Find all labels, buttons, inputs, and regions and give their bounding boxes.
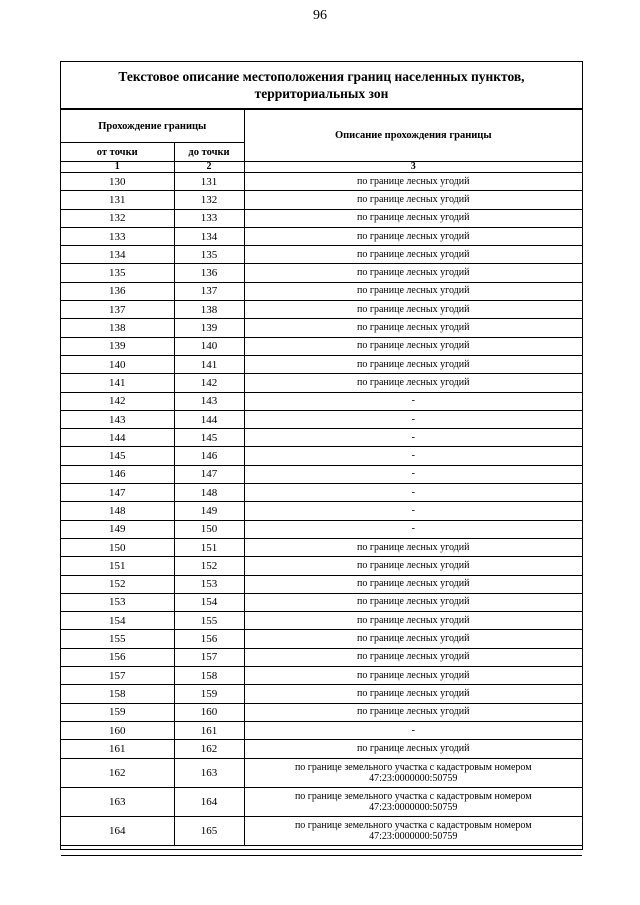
header-from-point: от точки <box>61 143 174 162</box>
document-title: Текстовое описание местоположения границ населенных пунктов, территориальных зон <box>61 62 582 109</box>
description-cell: - <box>244 721 582 739</box>
from-point-cell: 156 <box>61 648 174 666</box>
to-point-cell: 131 <box>174 173 244 191</box>
table-row <box>61 816 582 845</box>
to-point-cell: 153 <box>174 575 244 593</box>
to-point-cell: 139 <box>174 319 244 337</box>
description-cell: по границе лесных угодий <box>244 337 582 355</box>
to-point-cell: 152 <box>174 557 244 575</box>
to-point-cell: 160 <box>174 703 244 721</box>
from-point-cell: 149 <box>61 520 174 538</box>
table-row <box>61 612 582 630</box>
cadastral-number: 47:23:0000000:50759 <box>369 801 458 813</box>
description-cell: по границе лесных угодий <box>244 538 582 556</box>
to-point-cell: 133 <box>174 209 244 227</box>
to-point-cell: 143 <box>174 392 244 410</box>
cadastral-number: 47:23:0000000:50759 <box>369 830 458 842</box>
to-point-cell: 164 <box>174 787 244 816</box>
boundary-table <box>61 109 582 856</box>
to-point-cell: 146 <box>174 447 244 465</box>
to-point-cell: 158 <box>174 667 244 685</box>
table-row <box>61 355 582 373</box>
description-cell: по границе лесных угодий <box>244 264 582 282</box>
table-row <box>61 787 582 816</box>
table-row <box>61 758 582 787</box>
table-row <box>61 575 582 593</box>
from-point-cell: 131 <box>61 191 174 209</box>
empty-row <box>61 845 582 855</box>
to-point-cell: 140 <box>174 337 244 355</box>
table-row <box>61 301 582 319</box>
description-cell <box>244 787 582 816</box>
table-row <box>61 282 582 300</box>
table-row <box>61 209 582 227</box>
header-description: Описание прохождения границы <box>244 110 582 162</box>
description-cell: по границе лесных угодий <box>244 282 582 300</box>
description-cell: - <box>244 447 582 465</box>
description-cell: - <box>244 502 582 520</box>
table-row <box>61 538 582 556</box>
table-row <box>61 246 582 264</box>
from-point-cell: 134 <box>61 246 174 264</box>
to-point-cell: 148 <box>174 484 244 502</box>
description-cell: - <box>244 392 582 410</box>
from-point-cell: 154 <box>61 612 174 630</box>
description-line: по границе земельного участка с кадастровым номером <box>294 819 532 831</box>
from-point-cell: 164 <box>61 816 174 845</box>
table-row <box>61 264 582 282</box>
description-cell: по границе лесных угодий <box>244 173 582 191</box>
description-cell: по границе лесных угодий <box>244 209 582 227</box>
to-point-cell: 154 <box>174 593 244 611</box>
description-cell: по границе лесных угодий <box>244 703 582 721</box>
table-row <box>61 593 582 611</box>
to-point-cell: 150 <box>174 520 244 538</box>
to-point-cell: 165 <box>174 816 244 845</box>
from-point-cell: 133 <box>61 227 174 245</box>
to-point-cell: 138 <box>174 301 244 319</box>
to-point-cell: 134 <box>174 227 244 245</box>
to-point-cell: 155 <box>174 612 244 630</box>
from-point-cell: 138 <box>61 319 174 337</box>
to-point-cell: 162 <box>174 740 244 758</box>
to-point-cell: 142 <box>174 374 244 392</box>
description-cell: по границе лесных угодий <box>244 630 582 648</box>
from-point-cell: 157 <box>61 667 174 685</box>
table-row <box>61 191 582 209</box>
description-cell: по границе лесных угодий <box>244 246 582 264</box>
from-point-cell: 141 <box>61 374 174 392</box>
to-point-cell: 136 <box>174 264 244 282</box>
description-cell: по границе лесных угодий <box>244 557 582 575</box>
description-cell: - <box>244 520 582 538</box>
description-cell: по границе лесных угодий <box>244 301 582 319</box>
to-point-cell: 147 <box>174 465 244 483</box>
empty-cell <box>174 845 244 855</box>
from-point-cell: 145 <box>61 447 174 465</box>
description-cell: - <box>244 465 582 483</box>
to-point-cell: 144 <box>174 410 244 428</box>
to-point-cell: 163 <box>174 758 244 787</box>
empty-cell <box>244 845 582 855</box>
to-point-cell: 159 <box>174 685 244 703</box>
table-row <box>61 410 582 428</box>
to-point-cell: 161 <box>174 721 244 739</box>
description-cell: по границе лесных угодий <box>244 191 582 209</box>
header-boundary-passage: Прохождение границы <box>61 110 244 143</box>
from-point-cell: 132 <box>61 209 174 227</box>
table-row <box>61 392 582 410</box>
description-cell: по границе лесных угодий <box>244 355 582 373</box>
from-point-cell: 155 <box>61 630 174 648</box>
to-point-cell: 137 <box>174 282 244 300</box>
from-point-cell: 160 <box>61 721 174 739</box>
table-row <box>61 630 582 648</box>
table-row <box>61 173 582 191</box>
from-point-cell: 140 <box>61 355 174 373</box>
from-point-cell: 137 <box>61 301 174 319</box>
description-cell: по границе лесных угодий <box>244 575 582 593</box>
description-cell: по границе лесных угодий <box>244 319 582 337</box>
table-row <box>61 337 582 355</box>
table-row <box>61 429 582 447</box>
from-point-cell: 142 <box>61 392 174 410</box>
description-cell <box>244 758 582 787</box>
to-point-cell: 149 <box>174 502 244 520</box>
description-cell: по границе лесных угодий <box>244 648 582 666</box>
from-point-cell: 136 <box>61 282 174 300</box>
table-row <box>61 319 582 337</box>
table-row <box>61 667 582 685</box>
table-row <box>61 465 582 483</box>
description-cell: - <box>244 429 582 447</box>
description-line: по границе земельного участка с кадастровым номером <box>294 761 532 773</box>
to-point-cell: 141 <box>174 355 244 373</box>
document-frame <box>60 61 583 850</box>
description-cell: по границе лесных угодий <box>244 740 582 758</box>
to-point-cell: 151 <box>174 538 244 556</box>
to-point-cell: 157 <box>174 648 244 666</box>
description-cell: по границе лесных угодий <box>244 374 582 392</box>
from-point-cell: 162 <box>61 758 174 787</box>
from-point-cell: 163 <box>61 787 174 816</box>
from-point-cell: 151 <box>61 557 174 575</box>
table-row <box>61 227 582 245</box>
description-cell: по границе лесных угодий <box>244 667 582 685</box>
table-row <box>61 447 582 465</box>
table-row <box>61 721 582 739</box>
description-cell: по границе лесных угодий <box>244 227 582 245</box>
from-point-cell: 159 <box>61 703 174 721</box>
page-number: 96 <box>313 8 327 23</box>
description-cell: - <box>244 484 582 502</box>
from-point-cell: 148 <box>61 502 174 520</box>
to-point-cell: 135 <box>174 246 244 264</box>
table-row <box>61 502 582 520</box>
description-cell <box>244 816 582 845</box>
from-point-cell: 147 <box>61 484 174 502</box>
table-row <box>61 557 582 575</box>
cadastral-number: 47:23:0000000:50759 <box>369 772 458 784</box>
table-row <box>61 703 582 721</box>
description-line: по границе земельного участка с кадастровым номером <box>294 790 532 802</box>
table-row <box>61 374 582 392</box>
description-cell: по границе лесных угодий <box>244 612 582 630</box>
from-point-cell: 144 <box>61 429 174 447</box>
from-point-cell: 139 <box>61 337 174 355</box>
table-row <box>61 520 582 538</box>
to-point-cell: 145 <box>174 429 244 447</box>
description-cell: по границе лесных угодий <box>244 685 582 703</box>
description-cell: - <box>244 410 582 428</box>
table-row <box>61 484 582 502</box>
header-col-number-1: 1 <box>61 162 174 173</box>
to-point-cell: 156 <box>174 630 244 648</box>
from-point-cell: 152 <box>61 575 174 593</box>
header-col-number-3: 3 <box>244 162 582 173</box>
header-col-number-2: 2 <box>174 162 244 173</box>
from-point-cell: 135 <box>61 264 174 282</box>
header-to-point: до точки <box>174 143 244 162</box>
from-point-cell: 130 <box>61 173 174 191</box>
table-row <box>61 685 582 703</box>
from-point-cell: 150 <box>61 538 174 556</box>
description-cell: по границе лесных угодий <box>244 593 582 611</box>
from-point-cell: 161 <box>61 740 174 758</box>
empty-cell <box>61 845 174 855</box>
to-point-cell: 132 <box>174 191 244 209</box>
from-point-cell: 143 <box>61 410 174 428</box>
from-point-cell: 146 <box>61 465 174 483</box>
table-row <box>61 648 582 666</box>
table-row <box>61 740 582 758</box>
from-point-cell: 153 <box>61 593 174 611</box>
from-point-cell: 158 <box>61 685 174 703</box>
